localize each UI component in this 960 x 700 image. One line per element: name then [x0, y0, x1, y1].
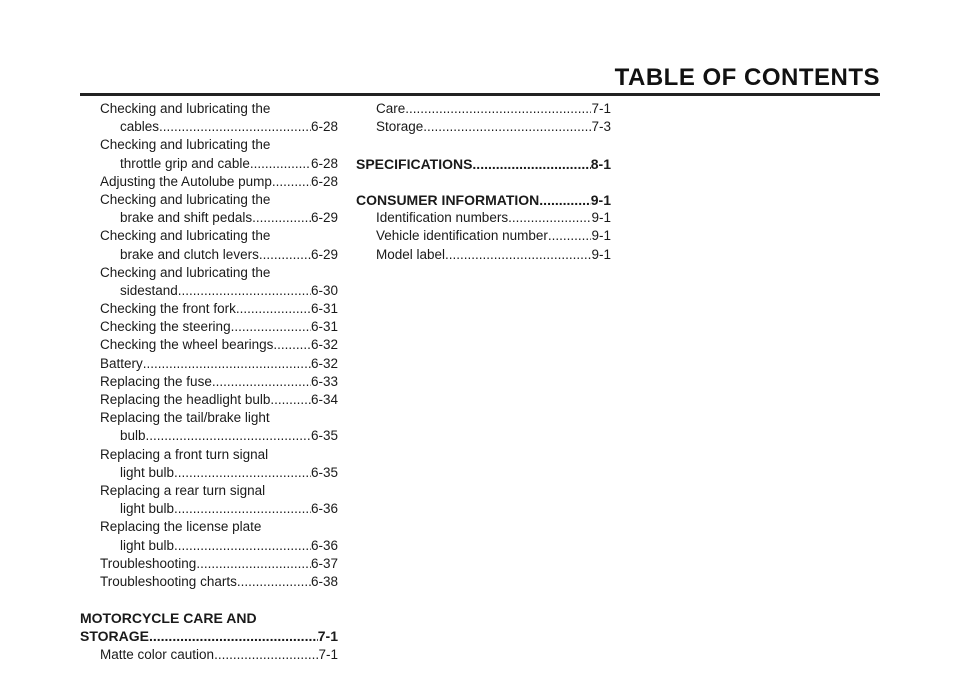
toc-entry-title: Checking and lubricating the	[100, 137, 271, 153]
toc-entry-title: Storage	[376, 119, 424, 135]
toc-entry-title: Vehicle identification number	[376, 228, 548, 244]
toc-entry[interactable]	[80, 537, 338, 555]
toc-page-number: 6-32	[310, 355, 338, 371]
dot-leader	[252, 209, 311, 227]
toc-page-number: 6-36	[310, 537, 338, 553]
toc-page-number: 6-29	[310, 246, 338, 262]
dot-leader	[237, 573, 311, 591]
toc-page-number: 6-34	[310, 392, 338, 407]
page-title: TABLE OF CONTENTS	[614, 64, 880, 91]
toc-entry[interactable]	[80, 209, 338, 227]
toc-page-number: 6-28	[310, 173, 338, 189]
toc-entry-title: throttle grip and cable	[120, 155, 250, 171]
toc-entry-title: light bulb	[120, 464, 175, 480]
toc-entry-title: Replacing the headlight bulb	[100, 392, 271, 407]
toc-entry-heading	[80, 518, 338, 536]
toc-chapter-title: CONSUMER INFORMATION	[356, 191, 540, 208]
dot-leader	[445, 246, 591, 264]
toc-entry-title: Model label	[376, 246, 446, 262]
toc-entry[interactable]	[80, 555, 338, 573]
toc-entry[interactable]	[80, 300, 338, 318]
toc-page-number: 9-1	[591, 210, 611, 226]
toc-entry-title: Replacing the tail/brake light	[100, 410, 270, 426]
dot-leader	[259, 246, 311, 264]
spacer	[356, 136, 611, 154]
toc-page-number: 6-29	[310, 210, 338, 226]
toc-chapter-heading	[80, 609, 338, 627]
dot-leader	[174, 537, 311, 555]
toc-entry[interactable]	[80, 155, 338, 173]
dot-leader	[174, 464, 311, 482]
toc-page-number: 6-28	[310, 119, 338, 135]
toc-entry-heading	[80, 409, 338, 427]
dot-leader	[236, 300, 311, 318]
dot-leader	[231, 318, 311, 336]
toc-entry[interactable]	[356, 118, 611, 136]
toc-page-number: 6-30	[310, 282, 338, 298]
toc-entry[interactable]	[80, 246, 338, 264]
toc-entry-heading	[80, 446, 338, 464]
toc-entry-title: Identification numbers	[376, 210, 509, 226]
toc-entry[interactable]	[80, 573, 338, 591]
toc-chapter-title: STORAGE	[80, 628, 149, 645]
toc-entry-heading	[80, 136, 338, 154]
toc-column-right	[356, 100, 611, 264]
toc-chapter-entry[interactable]	[356, 191, 611, 209]
toc-entry-heading	[80, 482, 338, 500]
toc-entry[interactable]	[80, 173, 338, 191]
title-rule	[80, 93, 880, 96]
dot-leader	[405, 100, 591, 118]
dot-leader	[196, 555, 311, 573]
toc-chapter-title: SPECIFICATIONS	[356, 155, 473, 172]
toc-entry-title: light bulb	[120, 537, 175, 553]
toc-page-number: 9-1	[591, 246, 611, 262]
toc-page-number: 6-28	[310, 155, 338, 171]
toc-chapter-entry[interactable]	[80, 627, 338, 645]
toc-entry[interactable]	[80, 318, 338, 336]
toc-page-number: 6-31	[310, 301, 338, 317]
toc-entry[interactable]	[80, 118, 338, 136]
toc-entry[interactable]	[80, 282, 338, 300]
toc-column-left	[80, 100, 338, 664]
toc-entry-heading	[80, 191, 338, 209]
toc-page-number: 7-1	[318, 646, 338, 662]
toc-entry[interactable]	[80, 373, 338, 391]
toc-entry-heading	[80, 100, 338, 118]
dot-leader	[149, 627, 318, 645]
toc-entry-title: Matte color caution	[100, 646, 215, 662]
toc-entry-title: Checking and lubricating the	[100, 191, 271, 207]
toc-entry-title: Adjusting the Autolube pump	[100, 173, 272, 189]
toc-page-number: 7-3	[591, 119, 611, 135]
toc-page-number: 6-36	[310, 501, 338, 517]
spacer	[80, 591, 338, 609]
toc-entry-title: Battery	[100, 355, 143, 371]
dot-leader	[539, 191, 590, 209]
dot-leader	[472, 155, 590, 173]
dot-leader	[178, 282, 311, 300]
toc-entry[interactable]	[80, 391, 338, 409]
toc-entry[interactable]	[80, 336, 338, 354]
toc-entry-title: Care	[376, 101, 406, 116]
dot-leader	[423, 118, 591, 136]
dot-leader	[159, 118, 311, 136]
toc-entry-title: Checking and lubricating the	[100, 101, 271, 116]
toc-chapter-title: MOTORCYCLE CARE AND	[80, 610, 257, 627]
dot-leader	[270, 391, 311, 409]
toc-entry-heading	[80, 227, 338, 245]
dot-leader	[146, 427, 311, 445]
toc-entry[interactable]	[80, 500, 338, 518]
toc-page-number: 6-35	[310, 464, 338, 480]
toc-page-number: 6-32	[310, 337, 338, 353]
toc-page-number: 6-35	[310, 428, 338, 444]
toc-entry-title: brake and clutch levers	[120, 246, 259, 262]
toc-entry-title: Replacing the license plate	[100, 519, 262, 535]
dot-leader	[250, 155, 311, 173]
toc-page-number: 7-1	[317, 628, 338, 645]
toc-entry[interactable]	[80, 355, 338, 373]
dot-leader	[143, 355, 311, 373]
toc-page-number: 6-37	[310, 555, 338, 571]
toc-entry-heading	[80, 264, 338, 282]
toc-entry-title: Checking and lubricating the	[100, 228, 271, 244]
toc-entry-title: Checking and lubricating the	[100, 264, 271, 280]
toc-page-number: 8-1	[590, 155, 611, 172]
toc-entry-title: Replacing the fuse	[100, 373, 212, 389]
toc-entry-title: brake and shift pedals	[120, 210, 253, 226]
dot-leader	[508, 209, 591, 227]
toc-entry[interactable]	[80, 646, 338, 664]
spacer	[356, 173, 611, 191]
toc-entry[interactable]	[356, 100, 611, 118]
dot-leader	[273, 336, 311, 354]
toc-page-number: 6-31	[310, 319, 338, 335]
dot-leader	[214, 646, 318, 664]
toc-entry[interactable]	[356, 246, 611, 264]
toc-entry-title: cables	[120, 119, 160, 135]
toc-entry[interactable]	[356, 209, 611, 227]
toc-entry-title: light bulb	[120, 501, 175, 517]
toc-entry-title: Checking the front fork	[100, 301, 236, 317]
dot-leader	[272, 173, 311, 191]
dot-leader	[548, 227, 592, 245]
toc-entry[interactable]	[80, 427, 338, 445]
toc-entry-title: Replacing a rear turn signal	[100, 482, 266, 498]
toc-entry-title: Checking the wheel bearings	[100, 337, 274, 353]
toc-page-number: 9-1	[590, 191, 611, 208]
dot-leader	[174, 500, 311, 518]
toc-page-number: 6-38	[310, 573, 338, 589]
toc-entry-title: Checking the steering	[100, 319, 231, 335]
toc-entry-title: sidestand	[120, 282, 178, 298]
toc-chapter-entry[interactable]	[356, 155, 611, 173]
toc-entry[interactable]	[80, 464, 338, 482]
toc-page-number: 6-33	[310, 373, 338, 389]
toc-entry-title: Troubleshooting charts	[100, 573, 237, 589]
toc-entry-title: bulb	[120, 428, 146, 444]
dot-leader	[212, 373, 311, 391]
toc-page-number: 9-1	[591, 228, 611, 244]
toc-entry-title: Replacing a front turn signal	[100, 446, 269, 462]
toc-page-number: 7-1	[591, 101, 611, 116]
toc-entry[interactable]	[356, 227, 611, 245]
toc-entry-title: Troubleshooting	[100, 555, 197, 571]
